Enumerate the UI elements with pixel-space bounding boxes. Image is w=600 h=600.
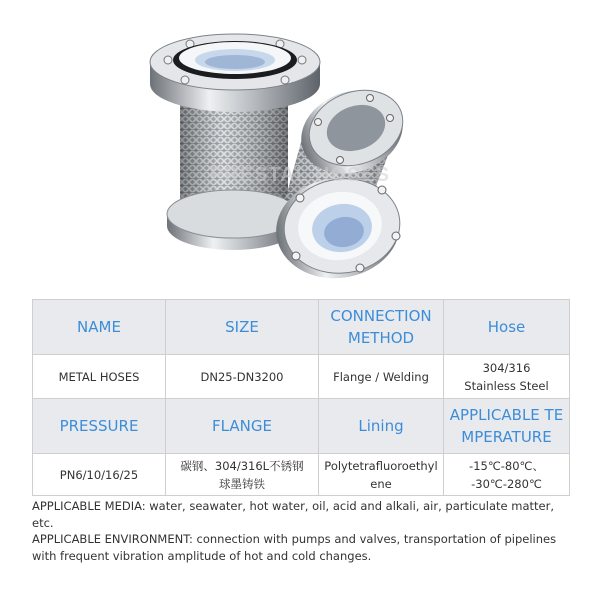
- table-header-cell: SIZE: [166, 300, 319, 355]
- table-cell: Flange / Welding: [319, 355, 444, 399]
- table-row: [33, 454, 570, 496]
- applicable-media-note: APPLICABLE MEDIA: water, seawater, hot water, oil, acid and alkali, air, particulate matter, etc.: [32, 499, 554, 530]
- table-cell: METAL HOSES: [33, 355, 166, 399]
- table-header-cell: NAME: [33, 300, 166, 355]
- table-header-cell: FLANGE: [166, 399, 319, 454]
- table-header-row: [33, 300, 570, 355]
- table-cell: 碳钢、304/316L不锈钢 球墨铸铁: [166, 454, 319, 496]
- table-cell: DN25-DN3200: [166, 355, 319, 399]
- table-header-cell: CONNECTION METHOD: [319, 300, 444, 355]
- table-cell: 304/316 Stainless Steel: [444, 355, 570, 399]
- table-header-cell: Lining: [319, 399, 444, 454]
- table-header-cell: Hose: [444, 300, 570, 355]
- table-header-row: [33, 399, 570, 454]
- applicable-environment-note: APPLICABLE ENVIRONMENT: connection with pumps and valves, transportation of pipelines with frequent vibration amplitude of hot and cold changes.: [32, 532, 557, 563]
- spec-table: [32, 299, 570, 496]
- notes: [32, 498, 577, 564]
- right-hose: [270, 77, 415, 287]
- table-header-cell: APPLICABLE TE MPERATURE: [444, 399, 570, 454]
- table-row: [33, 355, 570, 399]
- table-cell: -15℃-80℃、 -30℃-280℃: [444, 454, 570, 496]
- table-cell: PN6/10/16/25: [33, 454, 166, 496]
- table-header-cell: PRESSURE: [33, 399, 166, 454]
- spec-table-body: [33, 300, 570, 496]
- metal-hose-photo-icon: [0, 0, 600, 298]
- watermark-text: PRESTAL HOSES: [209, 164, 391, 186]
- table-cell: Polytetrafluoroethyl ene: [319, 454, 444, 496]
- product-photo: [0, 0, 600, 298]
